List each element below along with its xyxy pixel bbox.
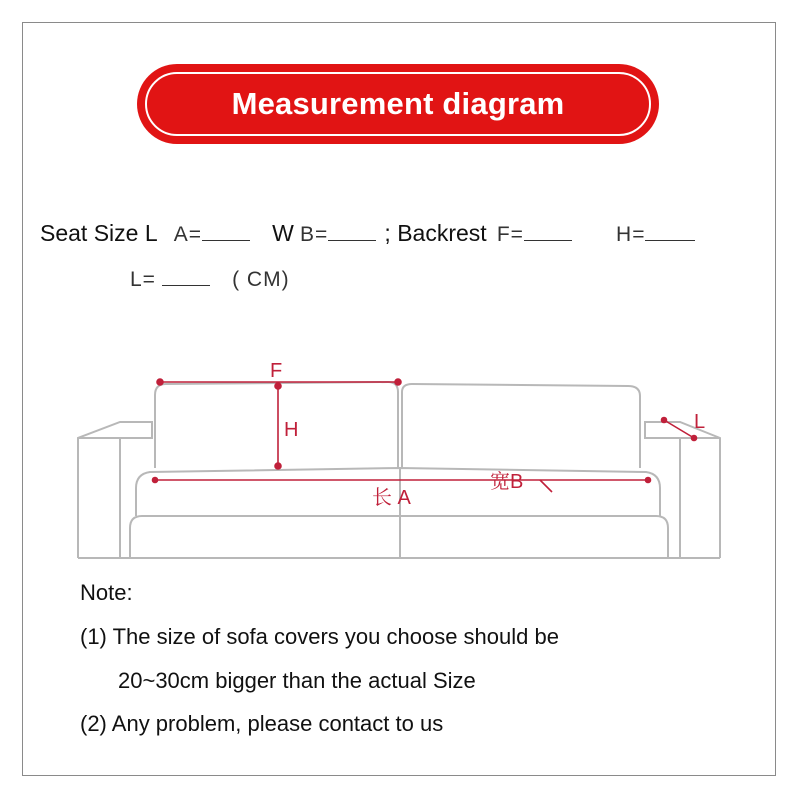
a-label: A= xyxy=(173,223,203,246)
f-start-dot xyxy=(157,379,163,385)
note-item-1-line-1: (1) The size of sofa covers you choose should be xyxy=(80,624,559,649)
label-b: 宽B xyxy=(490,471,524,493)
l-label: L= xyxy=(130,268,156,291)
l-start-dot xyxy=(662,418,667,423)
f-end-dot xyxy=(395,379,401,385)
page-title: Measurement diagram xyxy=(231,86,565,121)
label-a: 长 A xyxy=(372,487,411,509)
h-label: H= xyxy=(616,223,646,246)
left-arm xyxy=(78,422,152,558)
measure-lines xyxy=(153,379,697,492)
f-label: F= xyxy=(496,223,524,246)
h-end-dot xyxy=(275,463,281,469)
note-item-2: (2) Any problem, please contact to us xyxy=(80,711,444,736)
b-label: B= xyxy=(300,223,329,246)
label-l: L xyxy=(694,411,706,433)
label-f: F xyxy=(270,360,283,382)
seat-size-label: Seat Size L xyxy=(40,220,158,246)
w-label: W xyxy=(272,220,294,246)
left-back-cushion xyxy=(155,382,398,468)
a-start-dot xyxy=(153,478,158,483)
label-h: H xyxy=(284,419,299,441)
h-start-dot xyxy=(275,383,281,389)
note-item-1-line-2: 20~30cm bigger than the actual Size xyxy=(118,668,476,693)
l-end-dot xyxy=(692,436,697,441)
a-end-dot xyxy=(646,478,651,483)
note-heading: Note: xyxy=(80,580,133,605)
right-arm xyxy=(645,422,720,558)
right-back-cushion xyxy=(402,384,640,468)
sofa-outline xyxy=(78,382,720,558)
unit-label: ( CM) xyxy=(232,268,290,291)
b-measure-line xyxy=(540,480,552,492)
backrest-label: ; Backrest xyxy=(384,220,487,246)
